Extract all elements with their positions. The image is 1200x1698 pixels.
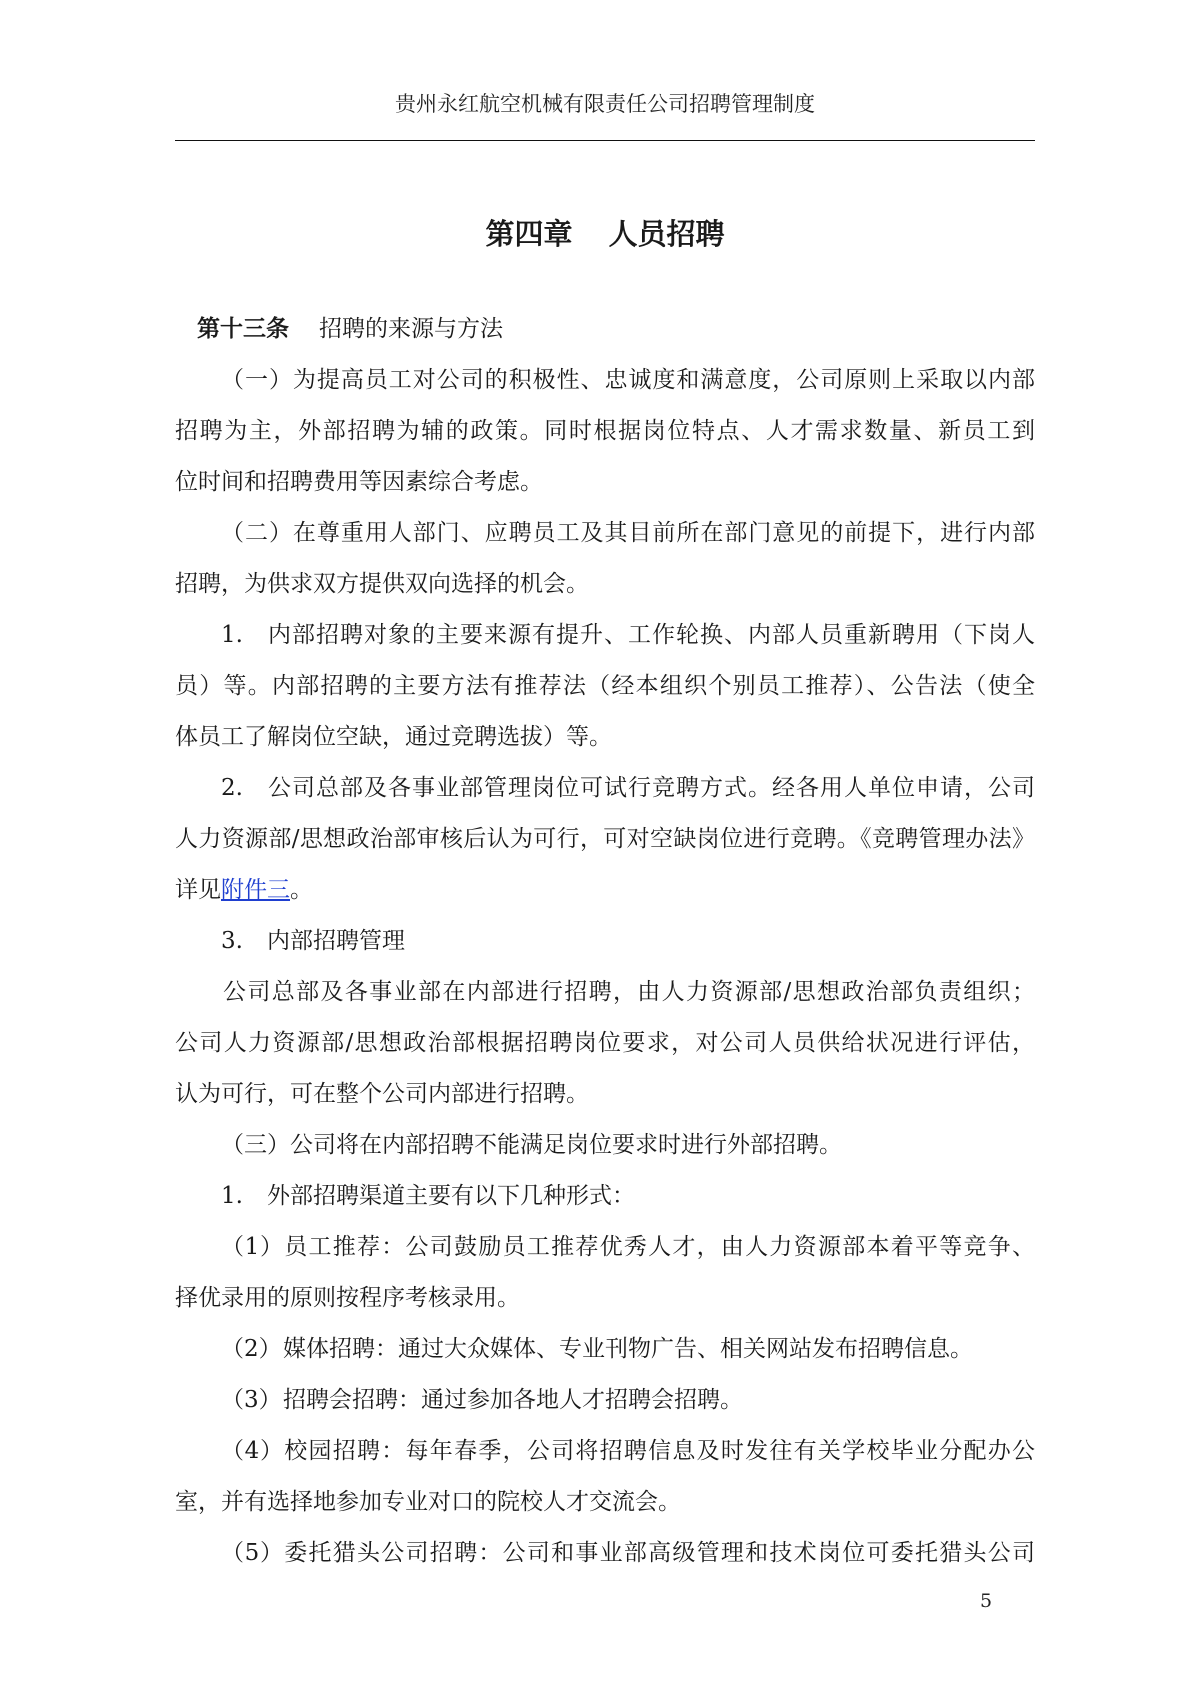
paragraph-line: 详见附件三。 bbox=[175, 877, 313, 903]
paragraph-line: （2）媒体招聘：通过大众媒体、专业刊物广告、相关网站发布招聘信息。 bbox=[175, 1324, 1035, 1375]
paragraph-line: 2. 公司总部及各事业部管理岗位可试行竞聘方式。经各用人单位申请，公司 bbox=[175, 763, 1035, 814]
paragraph-8 bbox=[175, 1171, 1035, 1222]
paragraph-line: 员）等。内部招聘的主要方法有推荐法（经本组织个别员工推荐）、公告法（使全 bbox=[175, 673, 1035, 699]
item-number: 2. bbox=[221, 775, 243, 801]
item-number: （4） bbox=[221, 1438, 283, 1464]
paragraph-line: 3. 内部招聘管理 bbox=[175, 916, 1035, 967]
paragraph-line: 公司总部及各事业部在内部进行招聘，由人力资源部/思想政治部负责组织； bbox=[223, 979, 1035, 1005]
header-rule bbox=[175, 140, 1035, 141]
paragraph-line: 招聘，为供求双方提供双向选择的机会。 bbox=[175, 571, 589, 597]
item-number: （3） bbox=[221, 1387, 282, 1413]
item-number: 1. bbox=[221, 1183, 243, 1209]
paragraph-line: 人力资源部/思想政治部审核后认为可行，可对空缺岗位进行竞聘。《竞聘管理办法》 bbox=[175, 826, 1035, 852]
paragraph-line: （5）委托猎头公司招聘：公司和事业部高级管理和技术岗位可委托猎头公司 bbox=[175, 1528, 1035, 1579]
article-heading bbox=[175, 304, 1035, 355]
item-number: （2） bbox=[221, 1336, 282, 1362]
article-label: 第十三条 bbox=[197, 316, 289, 342]
paragraph-9 bbox=[175, 1222, 1035, 1324]
chapter-heading bbox=[175, 212, 1035, 253]
running-header: 贵州永红航空机械有限责任公司招聘管理制度 bbox=[395, 92, 815, 116]
paragraph-5 bbox=[175, 916, 1035, 967]
paragraph-11 bbox=[175, 1375, 1035, 1426]
paragraph-line: 招聘为主，外部招聘为辅的政策。同时根据岗位特点、人才需求数量、新员工到 bbox=[175, 418, 1035, 444]
paragraph-line: 体员工了解岗位空缺，通过竞聘选拔）等。 bbox=[175, 724, 612, 750]
paragraph-4 bbox=[175, 763, 1035, 916]
paragraph-line: （二）在尊重用人部门、应聘员工及其目前所在部门意见的前提下，进行内部 bbox=[221, 520, 1035, 546]
paragraph-line: （一）为提高员工对公司的积极性、忠诚度和满意度，公司原则上采取以内部 bbox=[221, 367, 1035, 393]
item-number: （1） bbox=[221, 1234, 283, 1260]
paragraph-6 bbox=[175, 967, 1035, 1120]
paragraph-line: （4）校园招聘：每年春季，公司将招聘信息及时发往有关学校毕业分配办公 bbox=[175, 1426, 1035, 1477]
paragraph-3 bbox=[175, 610, 1035, 763]
article-title: 招聘的来源与方法 bbox=[319, 316, 503, 342]
paragraph-line: 1. 内部招聘对象的主要来源有提升、工作轮换、内部人员重新聘用（下岗人 bbox=[175, 610, 1035, 661]
paragraph-line: （1）员工推荐：公司鼓励员工推荐优秀人才，由人力资源部本着平等竞争、 bbox=[175, 1222, 1035, 1273]
paragraph-1 bbox=[175, 355, 1035, 508]
paragraph-line: 1. 外部招聘渠道主要有以下几种形式： bbox=[175, 1171, 1035, 1222]
paragraph-line: 公司人力资源部/思想政治部根据招聘岗位要求，对公司人员供给状况进行评估， bbox=[175, 1030, 1035, 1056]
page-number: 5 bbox=[980, 1590, 993, 1612]
item-number: 3. bbox=[221, 928, 243, 954]
item-number: 1. bbox=[221, 622, 243, 648]
paragraph-line: 室，并有选择地参加专业对口的院校人才交流会。 bbox=[175, 1489, 681, 1515]
paragraph-13 bbox=[175, 1528, 1035, 1579]
paragraph-line: 认为可行，可在整个公司内部进行招聘。 bbox=[175, 1081, 589, 1107]
paragraph-line: 择优录用的原则按程序考核录用。 bbox=[175, 1285, 520, 1311]
paragraph-line: 位时间和招聘费用等因素综合考虑。 bbox=[175, 469, 543, 495]
item-number: （5） bbox=[221, 1540, 283, 1566]
paragraph-12 bbox=[175, 1426, 1035, 1528]
document-body bbox=[175, 304, 1035, 1579]
chapter-number: 第四章 bbox=[485, 217, 573, 251]
paragraph-7 bbox=[175, 1120, 1035, 1171]
paragraph-line: （3）招聘会招聘：通过参加各地人才招聘会招聘。 bbox=[175, 1375, 1035, 1426]
paragraph-10 bbox=[175, 1324, 1035, 1375]
paragraph-2 bbox=[175, 508, 1035, 610]
attachment-link[interactable]: 附件三 bbox=[221, 877, 290, 903]
chapter-title: 人员招聘 bbox=[608, 217, 725, 251]
paragraph-line: （三）公司将在内部招聘不能满足岗位要求时进行外部招聘。 bbox=[221, 1132, 842, 1158]
